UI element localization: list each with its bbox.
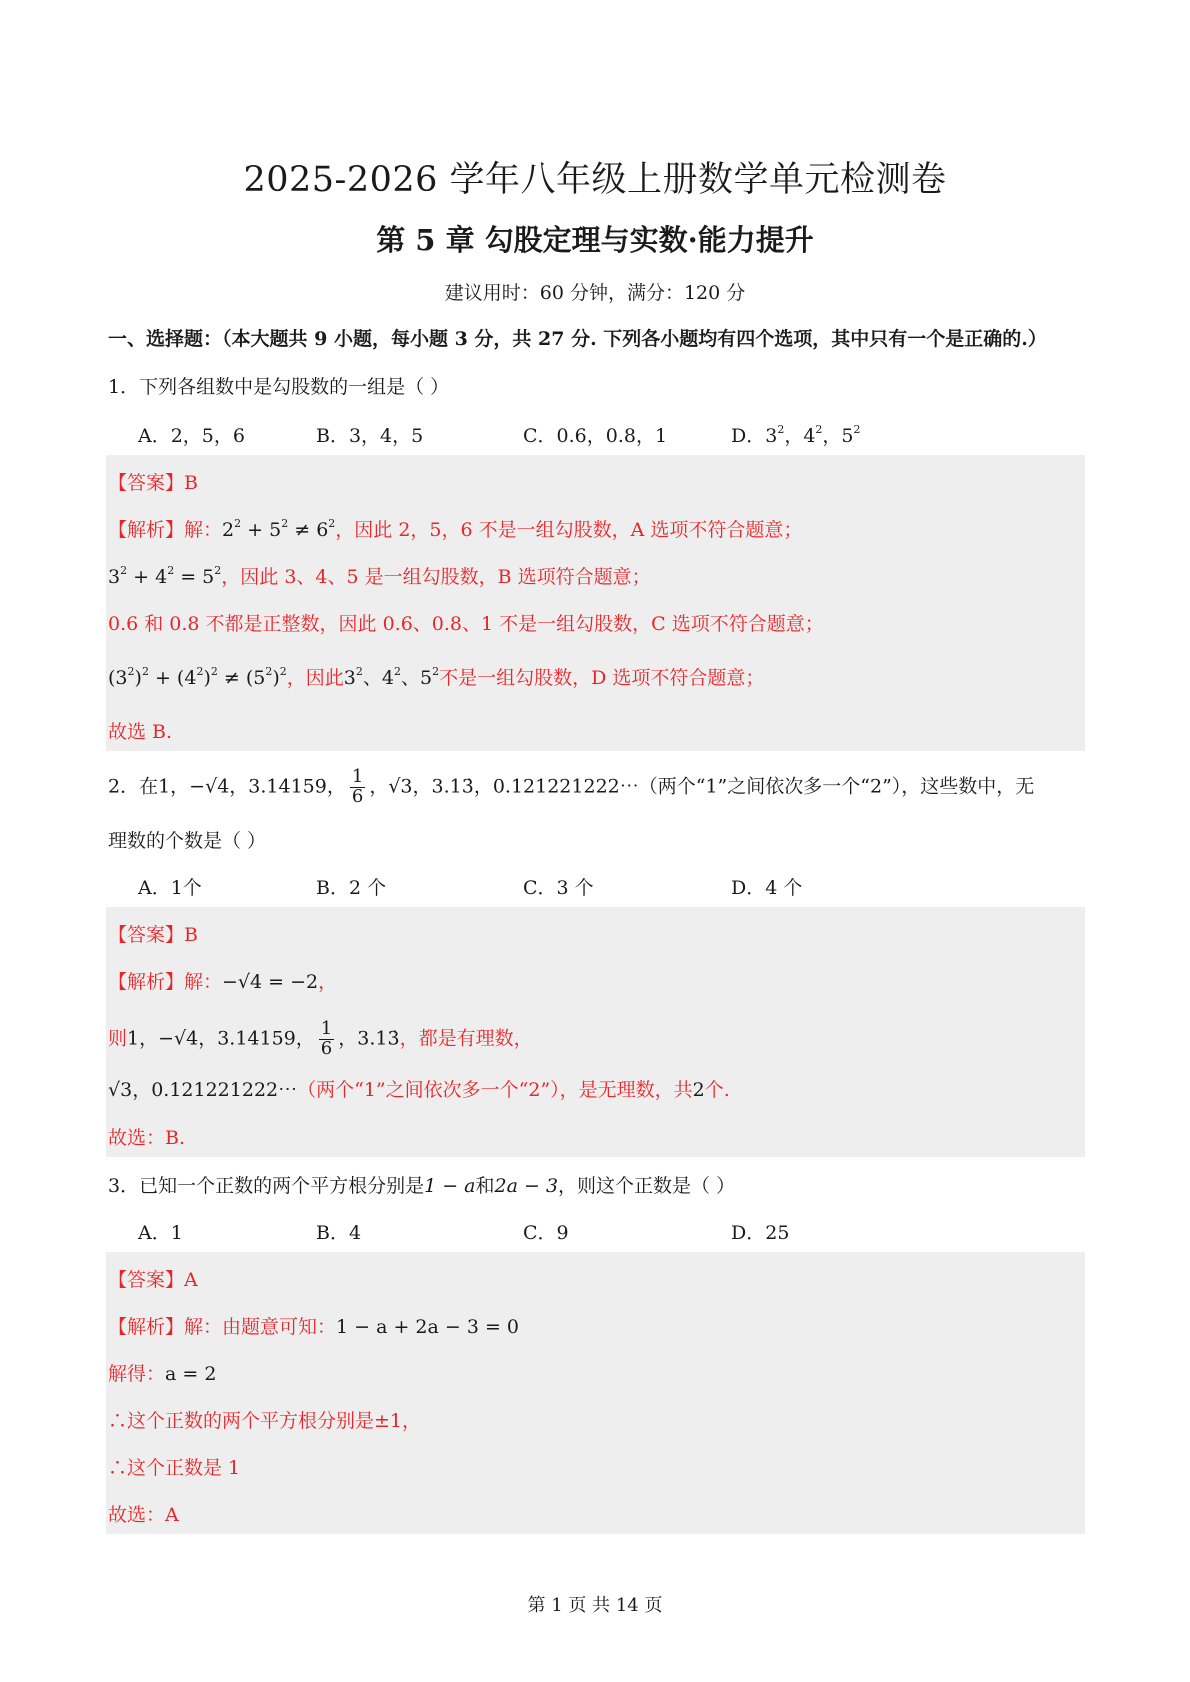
q1-analysis-line-3: 0.6 和 0.8 不都是正整数，因此 0.6、0.8、1 不是一组勾股数，C 选项不符合题意； [108,613,824,635]
q2-choice-a: A．1个 [138,877,202,899]
chapter-subtitle: 第 5 章 勾股定理与实数·能力提升 [376,223,814,257]
q1-answer-box [106,455,1085,751]
q1-choice-c: C．0.6，0.8，1 [523,425,668,447]
q3-answer: 【答案】A [108,1269,198,1291]
q2-conclusion: 故选：B. [108,1127,186,1149]
q3-analysis-line-4: ∴这个正数是 1 [108,1457,241,1479]
q3-analysis-line-3: ∴这个正数的两个平方根分别是±1， [108,1410,422,1432]
q2-choice-b: B．2 个 [316,877,387,899]
q1-stem: 1．下列各组数中是勾股数的一组是（ ） [108,376,450,398]
page-title: 2025-2026 学年八年级上册数学单元检测卷 [243,160,947,200]
q2-choice-d: D．4 个 [731,877,803,899]
q3-analysis-line-1: 【解析】解：由题意可知：1 − a + 2a − 3 = 0 [108,1316,520,1338]
q1-choice-a: A．2，5，6 [138,425,245,447]
q2-choice-c: C．3 个 [523,877,594,899]
q1-answer: 【答案】B [108,472,198,494]
exam-meta: 建议用时：60 分钟，满分：120 分 [444,282,746,304]
page-footer: 第 1 页 共 14 页 [527,1595,663,1616]
q2-answer: 【答案】B [108,924,198,946]
q3-choice-b: B．4 [316,1222,362,1244]
q1-analysis-line-4: $(3^2)^2 + (4^2)^2 \ne (5^2)^2$，因此$3^2$、$4^2$、$5^2$不是一组勾股数，D 选项不符合题意； [108,665,765,689]
q3-choice-c: C．9 [523,1222,569,1244]
q2-analysis-line-3: √3，0.121221222⋯（两个“1”之间依次多一个“2”），是无理数，共2个. [108,1079,730,1101]
fraction-one-sixth: $\frac{1}{6}$ [351,766,364,807]
q3-stem: 3．已知一个正数的两个平方根分别是1 − a和2a − 3，则这个正数是（ ） [108,1175,736,1197]
q1-analysis-line-2: $3^2 + 4^2 = 5^2$，因此 3、4、5 是一组勾股数，B 选项符合题意； [108,564,651,588]
q3-conclusion: 故选：A [108,1504,179,1526]
q3-answer-box [106,1252,1085,1534]
q3-choice-a: A．1 [138,1222,183,1244]
q1-choice-d: D．$3^2$，$4^2$，$5^2$ [731,423,861,447]
q1-conclusion: 故选 B. [108,721,173,743]
q2-stem-line-2: 理数的个数是（ ） [108,830,267,852]
q1-choice-b: B．3，4，5 [316,425,424,447]
q2-analysis-line-2: 则1，−√4，3.14159， $\frac{1}{6}$ ，3.13̇，都是有理数， [108,1018,533,1059]
q3-choice-d: D．25 [731,1222,790,1244]
q2-analysis-line-1: 【解析】解：−√4 = −2， [108,971,338,993]
q2-stem-line-1: 2．在1，−√4，3.14159， $\frac{1}{6}$ ，√3，3.13̇，0.121221222⋯（两个“1”之间依次多一个“2”），这些数中，无 [108,766,1035,807]
section-heading: 一、选择题：（本大题共 9 小题，每小题 3 分，共 27 分. 下列各小题均有四个选项，其中只有一个是正确的.） [108,328,1047,350]
q3-analysis-line-2: 解得：a = 2 [108,1363,217,1385]
q1-analysis-line-1: 【解析】解：$2^2 + 5^2 \ne 6^2$，因此 2，5，6 不是一组勾股数，A 选项不符合题意； [108,517,803,541]
